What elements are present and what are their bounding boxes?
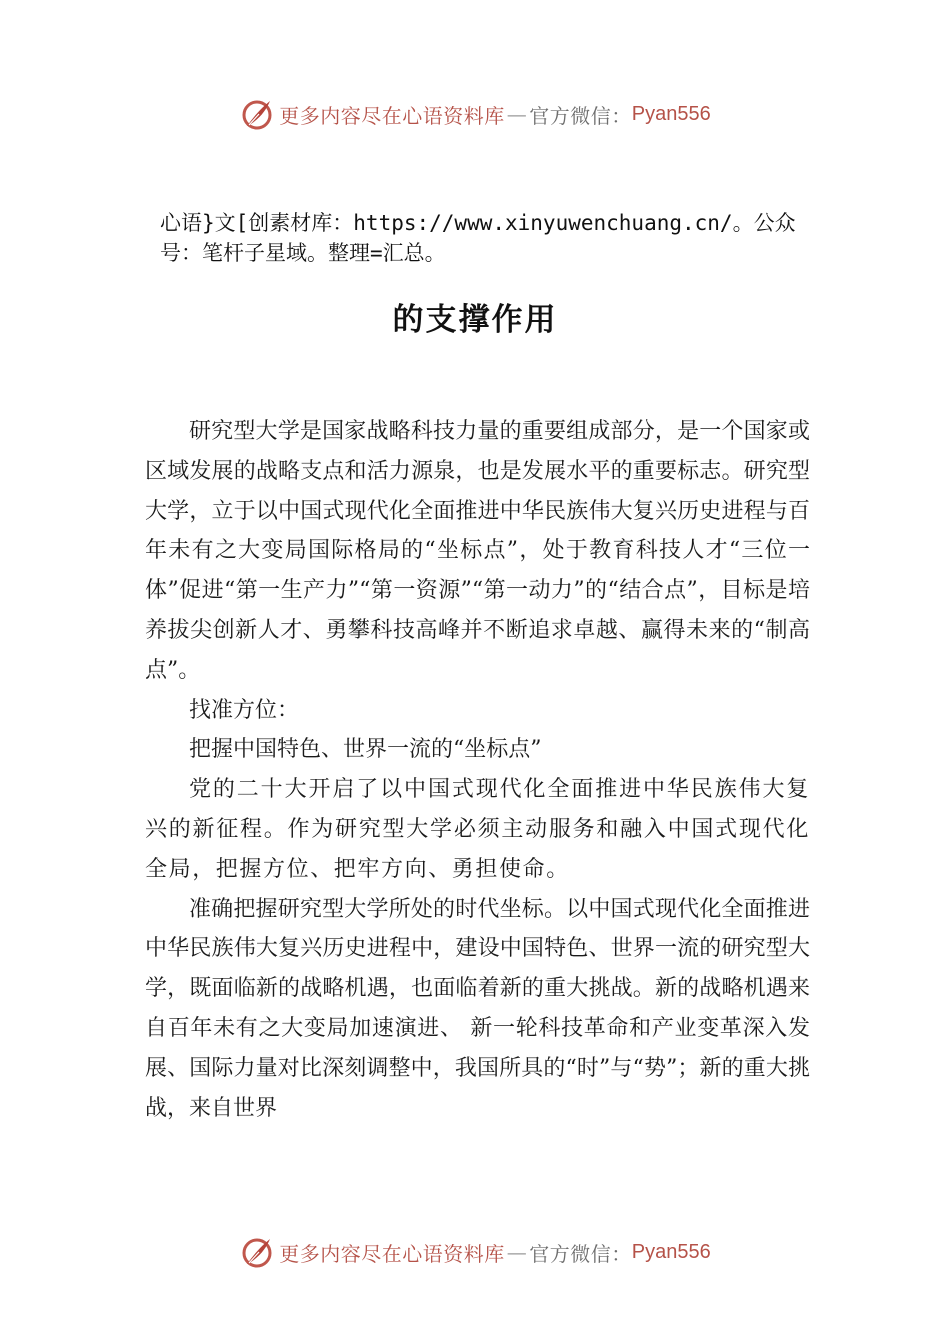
section-subheading: 把握中国特色、世界一流的“坐标点” [189,737,542,763]
banner-separator: — [506,102,528,126]
banner-wechat-label: 官方微信： [529,103,632,128]
banner-slogan: 更多内容尽在心语资料库 [279,103,505,128]
footer-banner [0,1230,950,1274]
body-paragraph: 党的二十大开启了以中国式现代化全面推进中华民族伟大复兴的新征程。作为研究型大学必须主动服务和融入中国式现代化全局，把握方位、把牢方向、勇担使命。 [145,777,810,882]
source-note: 心语}文[创素材库：https://www.xinyuwenchuang.cn/。公众号：笔杆子星域。整理=汇总。 [160,211,796,265]
banner-wechat-label: 官方微信： [529,1241,632,1266]
quill-logo-icon [239,96,275,132]
body-paragraph: 研究型大学是国家战略科技力量的重要组成部分，是一个国家或区域发展的战略支点和活力源泉，也是发展水平的重要标志。研究型大学，立于以中国式现代化全面推进中华民族伟大复兴历史进程与百年未有之大变局国际格局的“坐标点”，处于教育科技人才“三位一体”促进“第一生产力”“第一资源”“第一动力”的“结合点”，目标是培养拔尖创新人才、勇攀科技高峰并不断追求卓越、赢得未来的“制高点”。 [145,419,810,683]
page-title: 的支撑作用 [392,302,558,338]
banner-separator: — [506,1240,528,1264]
banner-slogan: 更多内容尽在心语资料库 [279,1241,505,1266]
quill-logo-icon [239,1234,275,1270]
header-banner [0,92,950,136]
banner-wechat-id: Pyan556 [631,1240,711,1263]
banner-wechat-id: Pyan556 [631,102,711,125]
section-heading: 找准方位： [189,697,300,723]
article-body [145,412,810,1128]
body-paragraph: 准确把握研究型大学所处的时代坐标。以中国式现代化全面推进中华民族伟大复兴历史进程中，建设中国特色、世界一流的研究型大学，既面临新的战略机遇，也面临着新的重大挑战。新的战略机遇来自百年未有之大变局加速演进、 新一轮科技革命和产业变革深入发展、国际力量对比深刻调整中，我国所具的“时”与“势”；新的重大挑战，来自世界 [145,896,810,1121]
